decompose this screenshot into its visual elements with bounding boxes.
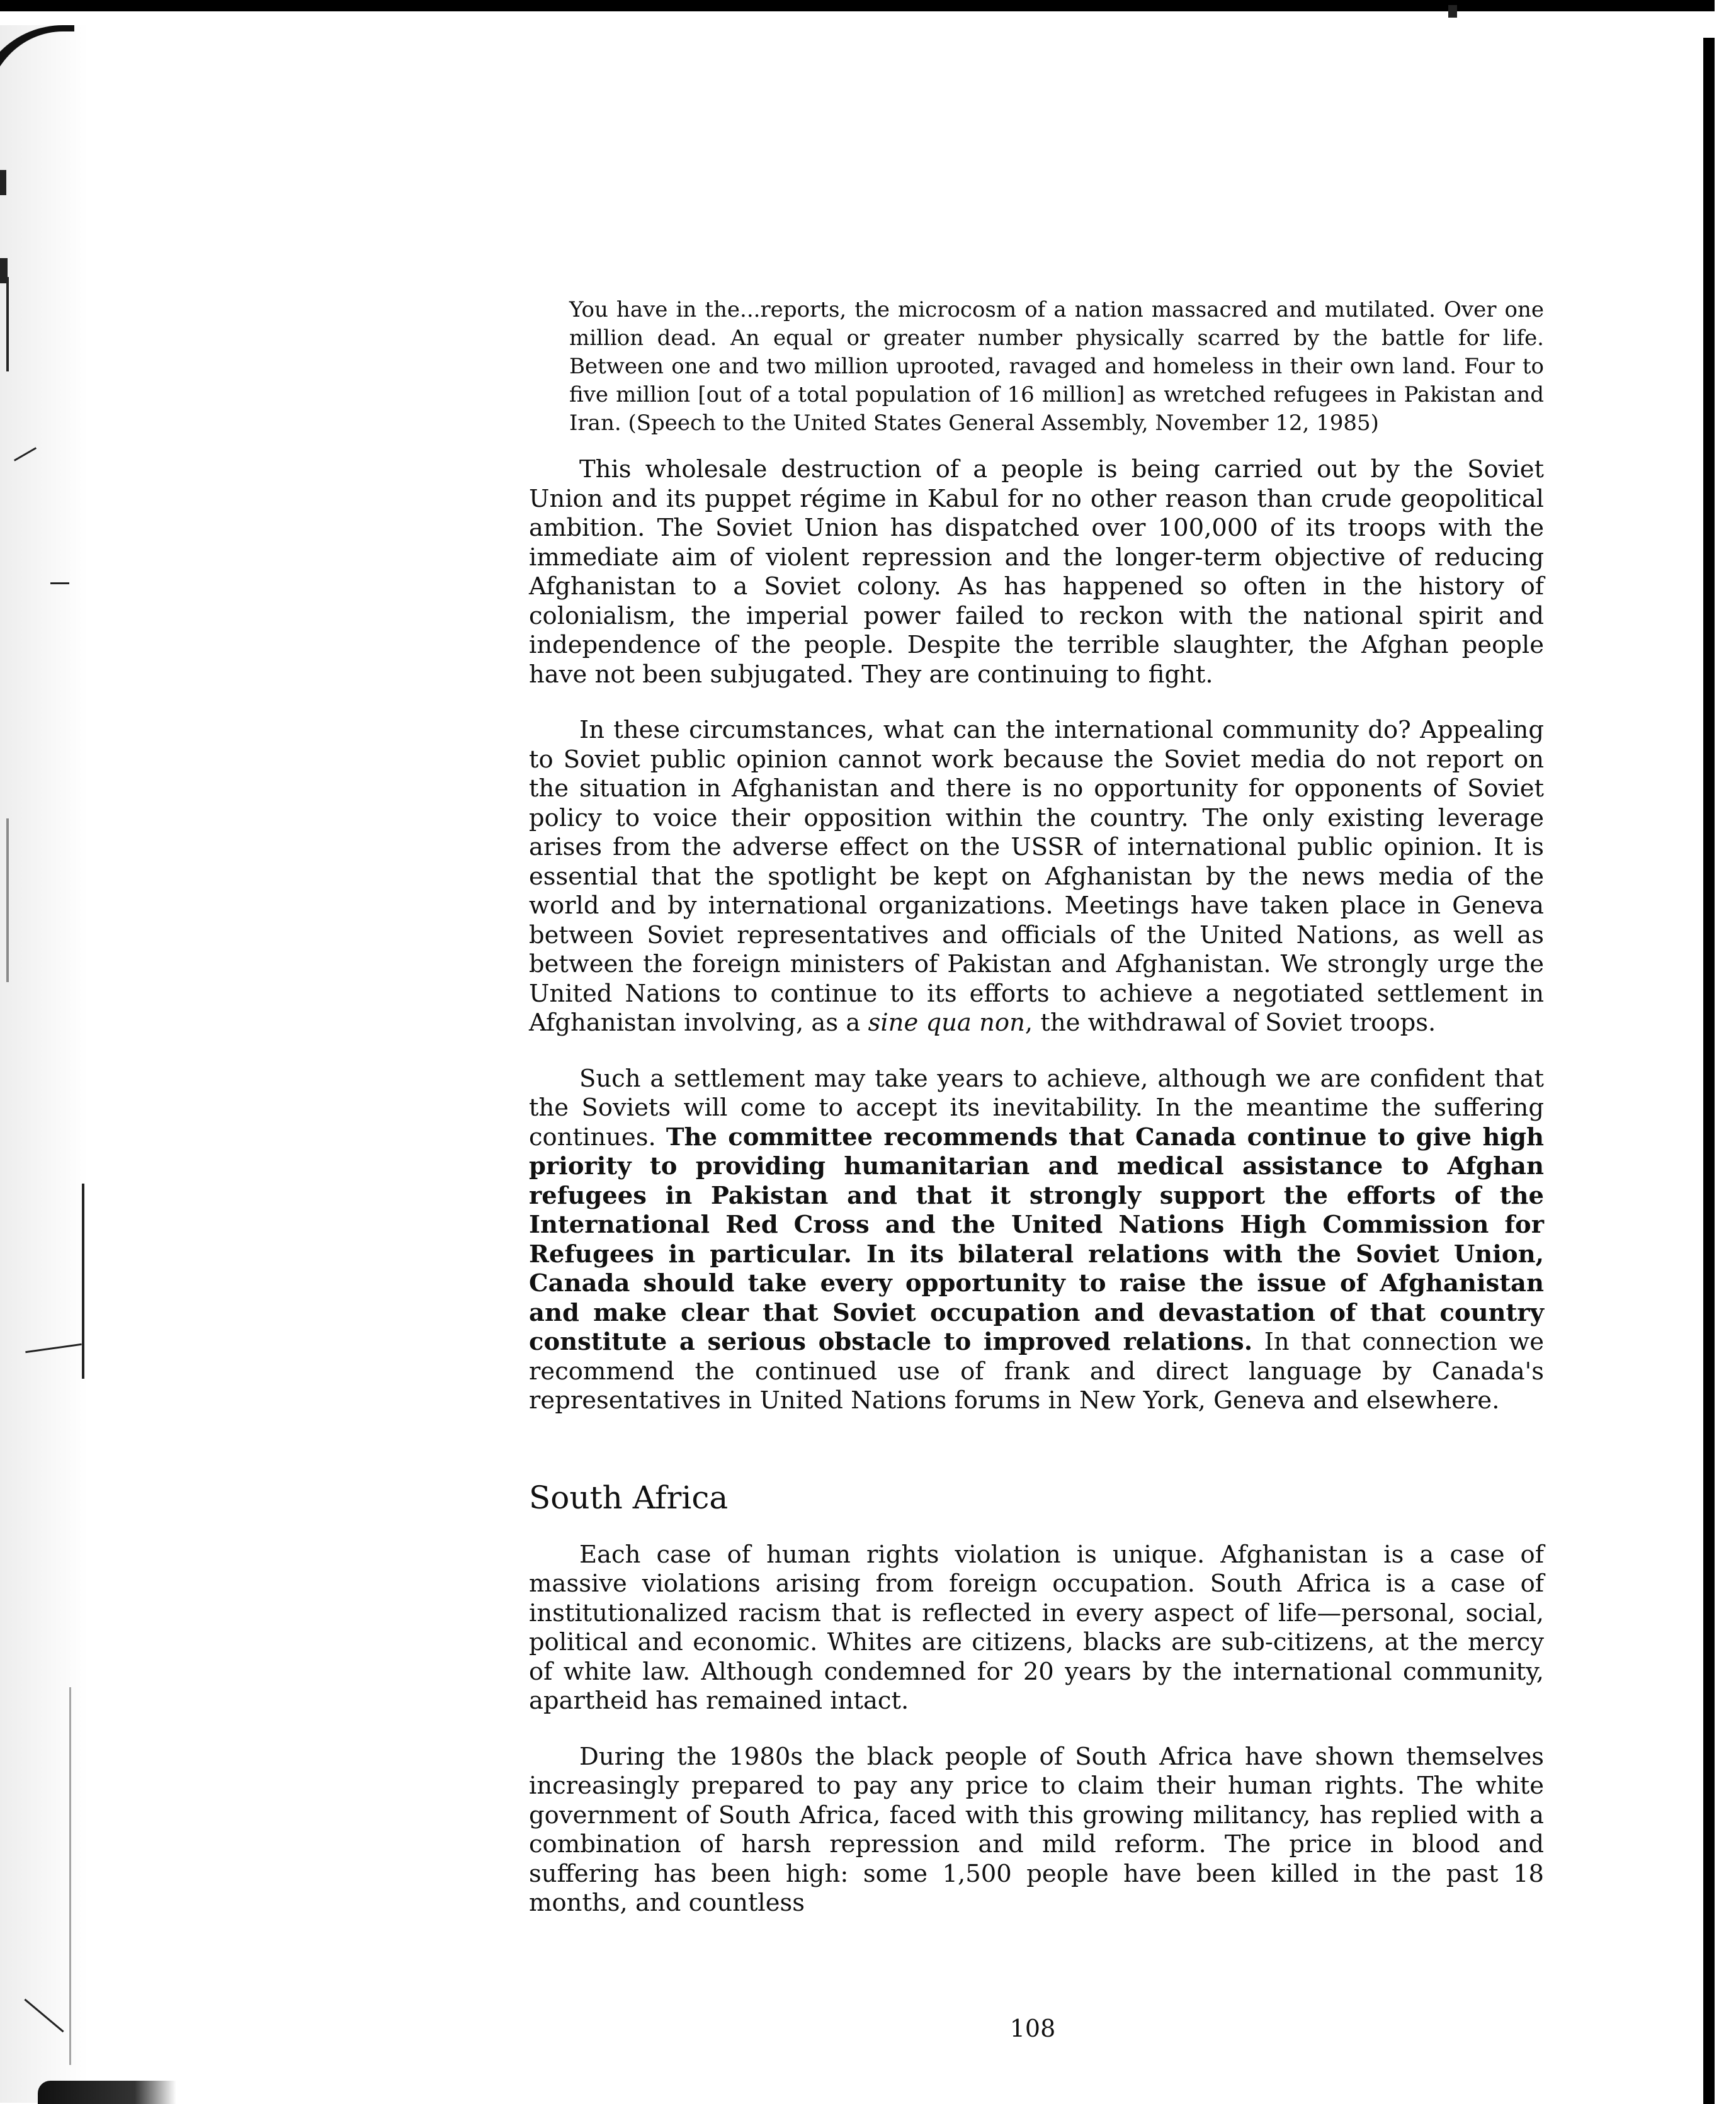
scan-mark <box>69 1687 71 2065</box>
paragraph-text: , the withdrawal of Soviet troops. <box>1024 1009 1436 1037</box>
page-number: 108 <box>1009 2015 1056 2042</box>
italic-phrase: sine qua non <box>868 1009 1025 1037</box>
paragraph-text: In these circumstances, what can the international community do? Appealing to Soviet public opinion cannot work because the Soviet media do not report on the situation in Afghanistan and there is no opportunity for opponents of Soviet policy to voice their opposition within the country. The only existing leverage arises from the adverse effect on the USSR of international public opinion. It is essential that the spotlight be kept on Afghanistan by the news media of the world and by international organizations. Meetings have taken place in Geneva between Soviet representatives and officials of the United Nations, as well as between the foreign ministers of Pakistan and Afghanistan. We strongly urge the United Nations to continue to its efforts to achieve a negotiated settlement in Afghanistan involving, as a <box>529 716 1544 1037</box>
paragraph: Each case of human rights violation is unique. Afghanistan is a case of massive violations arising from foreign occupation. South Africa is a case of institutionalized racism that is reflected in every aspect of life—personal, social, political and economic. Whites are citizens, blacks are sub-citizens, at the mercy of white law. Although condemned for 20 years by the international community, apartheid has remained intact. <box>529 1540 1544 1715</box>
recommendation-bold: The committee recommends that Canada continue to give high priority to providing humanitarian and medical assistance to Afghan refugees in Pakistan and that it strongly support the efforts of the International Red Cross and the United Nations High Commission for Refugees in particular. In its bilateral relations with the Soviet Union, Canada should take every opportunity to raise the issue of Afghanistan and make clear that Soviet occupation and devastation of that country constitute a serious obstacle to improved relations. <box>529 1123 1544 1356</box>
scan-right-margin <box>1715 0 1736 2104</box>
scan-mark <box>50 582 69 584</box>
scan-mark <box>82 1184 84 1379</box>
scan-mark <box>6 277 9 371</box>
paragraph-text: Such a settlement may take years to achieve, although we are confident that the Soviets will come to accept its inevitability. In the meantime the suffering continues. <box>529 1064 1544 1151</box>
scan-mark <box>0 170 6 195</box>
scan-left-curl <box>0 25 74 132</box>
section-heading: South Africa <box>529 1479 729 1516</box>
paragraph-text: In that connection we recommend the continued use of frank and direct language by Canada's representatives in United Nations forums in New York, Geneva and elsewhere. <box>529 1328 1544 1415</box>
paragraph: This wholesale destruction of a people is being carried out by the Soviet Union and its puppet régime in Kabul for no other reason than crude geopolitical ambition. The Soviet Union has dispatched over 100,000 of its troops with the immediate aim of violent repression and the longer-term objective of reducing Afghanistan to a Soviet colony. As has happened so often in the history of colonialism, the imperial power failed to reckon with the national spirit and independence of the people. Despite the terrible slaughter, the Afghan people have not been subjugated. They are continuing to fight. <box>529 455 1544 689</box>
paragraph <box>529 1065 1544 1416</box>
scan-left-shadow <box>0 25 88 2103</box>
document-body <box>529 296 1544 1945</box>
scan-bottom-left-shadow <box>38 2081 176 2104</box>
scan-mark <box>6 818 9 982</box>
scan-right-edge <box>1703 38 1715 2104</box>
paragraph <box>529 716 1544 1038</box>
scan-mark <box>1448 5 1457 18</box>
paragraph: During the 1980s the black people of South Africa have shown themselves increasingly prepared to pay any price to claim their human rights. The white government of South Africa, faced with this growing militancy, has replied with a combination of harsh repression and mild reform. The price in blood and suffering has been high: some 1,500 people have been killed in the past 18 months, and countless <box>529 1742 1544 1917</box>
block-quote: You have in the...reports, the microcosm of a nation massacred and mutilated. Over one million dead. An equal or greater number physically scarred by the battle for life. Between one and two million uprooted, ravaged and homeless in their own land. Four to five million [out of a total population of 16 million] as wretched refugees in Pakistan and Iran. (Speech to the United States General Assembly, November 12, 1985) <box>569 297 1544 436</box>
scan-top-edge <box>0 0 1736 11</box>
